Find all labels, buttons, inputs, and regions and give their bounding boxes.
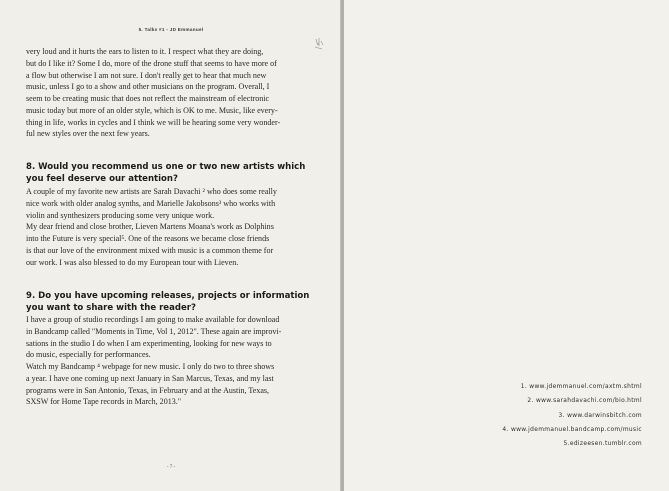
text-line: in Bandcamp called "Moments in Time, Vol 1, 2012". These again are improvi- bbox=[26, 326, 282, 336]
answer-paragraph-9 bbox=[26, 314, 322, 408]
footnotes-list bbox=[342, 380, 642, 451]
question-9-heading bbox=[26, 290, 322, 315]
text-line: I have a group of studio recordings I am going to make available for download bbox=[26, 315, 280, 324]
question-8-heading bbox=[26, 161, 322, 186]
text-line: our work. I was also blessed to do my European tour with Lieven. bbox=[26, 257, 239, 267]
footnote-link: 5.edizeesen.tumblr.com bbox=[563, 441, 642, 448]
footnote-link: 3. www.darwinsbitch.com bbox=[558, 412, 642, 419]
text-line: music, unless I go to a show and other musicians on the program. Overall, I bbox=[26, 82, 270, 92]
text-line: A couple of my favorite new artists are Sarah Davachi ² who does some really bbox=[26, 187, 277, 196]
text-line: seem to be creating music that does not reflect the mainstream of electronic bbox=[26, 94, 270, 103]
text-line: nice work with older analog synths, and Marielle Jakobsons³ who works with bbox=[26, 198, 276, 208]
text-line: is that our love of the environment mixed with music is a common theme for bbox=[26, 245, 274, 255]
text-line: very loud and it hurts the ears to listen to it. I respect what they are doing, bbox=[26, 47, 264, 56]
text-line: but do I like it? Some I do, more of the drone stuff that seems to have more of bbox=[26, 58, 277, 68]
text-line: My dear friend and close brother, Lieven Martens Moana's work as Dolphins bbox=[26, 222, 274, 232]
text-line: into the Future is very special⁵. One of the reasons we became close friends bbox=[26, 234, 270, 243]
heading-line: you want to share with the reader? bbox=[26, 303, 196, 314]
text-line: a flow but otherwise I am not sure. I don't really get to hear that much new bbox=[26, 70, 267, 80]
right-page bbox=[344, 0, 669, 491]
text-line: do music, especially for performances. bbox=[26, 350, 151, 360]
text-line: programs were in San Antonio, Texas, in February and at the Austin, Texas, bbox=[26, 385, 270, 395]
running-header: 5. Talks #1 - JD Emmanuel bbox=[138, 27, 204, 32]
text-line: SXSW for Home Tape records in March, 2013." bbox=[26, 397, 182, 407]
text-line: Watch my Bandcamp ⁴ webpage for new music. I only do two to three shows bbox=[26, 362, 275, 371]
heading-line: you feel deserve our attention? bbox=[26, 174, 178, 185]
footnote-link: 1. www.jdemmanuel.com/axtm.shtml bbox=[520, 384, 642, 390]
page-number: - 7 - bbox=[166, 465, 176, 470]
text-line: sations in the studio I do when I am experimenting, looking for new ways to bbox=[26, 338, 272, 348]
text-line: music today but more of an older style, which is OK to me. Music, like every- bbox=[26, 105, 278, 115]
text-line: violin and synthesizers producing some very unique work. bbox=[26, 210, 215, 220]
heading-line: 9. Do you have upcoming releases, projects or information bbox=[26, 291, 310, 301]
text-line: thing in life, works in cycles and I think we will be hearing some very wonder- bbox=[26, 117, 281, 127]
text-line: ful new styles over the next few years. bbox=[26, 129, 150, 139]
heading-line: 8. Would you recommend us one or two new artists which bbox=[26, 162, 306, 172]
footnote-link: 2. www.sarahdavachi.com/bio.html bbox=[527, 398, 642, 405]
text-line: a year. I have one coming up next January in San Marcus, Texas, and my last bbox=[26, 373, 274, 383]
answer-paragraph-8 bbox=[26, 186, 322, 268]
footnote-link: 4. www.jdemmanuel.bandcamp.com/music bbox=[502, 426, 642, 433]
answer-paragraph-1 bbox=[26, 46, 322, 140]
